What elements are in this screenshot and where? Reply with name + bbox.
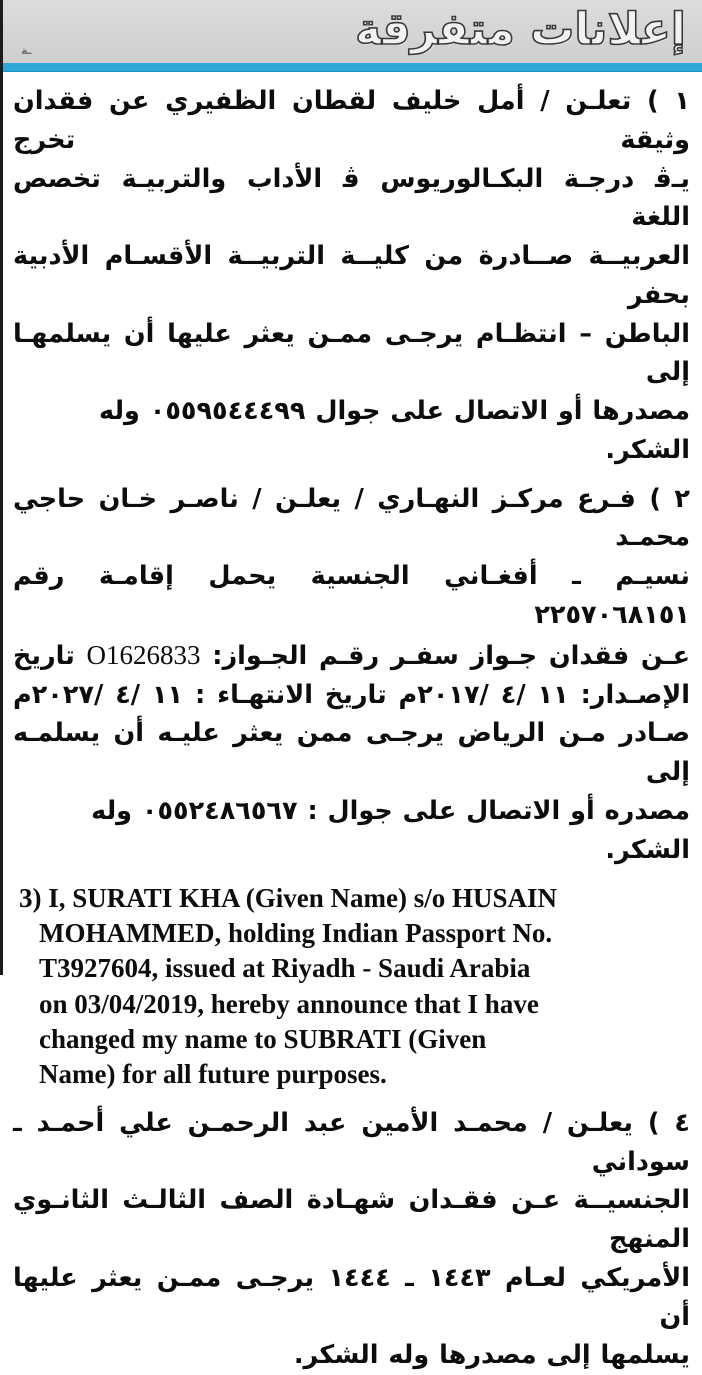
ad-2-line-5: صـادر مـن الرياض يرجـى ممن يعثر عليـه أن يسلمـه إلى [13,718,690,788]
ad-1-line-2: يـﭬ درجـة البكـالوريوس ﭬ الأداب والتربيـة تخصص اللغة [13,163,690,233]
page-title: إعلانات متفرقة [355,3,686,55]
ad-3-line-5: changed my name to SUBRATI (Given [39,1023,487,1054]
ad-2-line-3: عـن فقدان جـواز سفـر رقـم الجـواز: O1626833 تاريخ [13,639,690,671]
ad-3-line-1: 3) I, SURATI KHA (Given Name) s/o HUSAIN [19,883,558,914]
ad-1-line-4: الباطن – انتظـام يرجـى ممـن يعثر عليها أن يسلمهـا إلى [13,318,690,388]
ad-3-line-4: on 03/04/2019, hereby announce that I have [39,988,539,1019]
masthead-banner [3,0,702,63]
ad-1-line-1: ١ ) تعلـن / أمل خليف لقطان الظفيري عن فقدان وثيقة تخرج [13,86,690,155]
ad-4-line-2: الجنسيــة عـن فقـدان شهـادة الصف الثالـث الثانـوي المنهج [13,1185,690,1255]
classified-ad-3 [13,881,690,1092]
ad-3-line-6: Name) for all future purposes. [39,1058,387,1089]
ad-3-line-3: T3927604, issued at Riyadh - Saudi Arabia [39,953,531,984]
ad-2-line-6: مصدره أو الاتصال على جوال : ٠٥٥٢٤٨٦٥٦٧ وله الشكر. [91,795,690,865]
ad-2-line-1: ٢ ) فـرع مركـز النهـاري / يعلـن / ناصـر خـان حاجي محمـد [13,483,690,553]
ad-1-line-5: مصدرها أو الاتصال على جوال ٠٥٥٩٥٤٤٤٩٩ وله الشكر. [99,396,690,465]
ad-2-line-2: نسيـم ـ أفغـاني الجنسية يحمل إقامـة رقم ٢٢٥٧٠٦٨١٥١ [13,561,690,630]
ad-2-line-4: الإصـدار: ١١ /٤ /٢٠١٧م تاريخ الانتهـاء : ١١ /٤ /٢٠٢٧م [13,679,690,710]
masthead-corner-mark: ـة [21,44,32,57]
ad-4-line-3: الأمريكي لعـام ١٤٤٣ ـ ١٤٤٤ يرجـى ممـن يعثر عليها أن [13,1262,690,1332]
ad-4-line-4: يسلمها إلى مصدرها وله الشكر. [293,1340,690,1371]
classified-ads-list [3,72,702,1375]
ad-4-line-1: ٤ ) يعلـن / محمـد الأمين عبد الرحمـن علي أحمـد ـ سوداني [13,1107,690,1177]
classified-ad-2 [13,480,690,870]
classified-ad-4 [13,1104,690,1375]
classified-ad-1 [13,82,690,470]
ad-3-line-2: MOHAMMED, holding Indian Passport No. [39,918,553,949]
accent-divider-bar [3,63,702,72]
ad-1-line-3: العربيــة صــادرة من كليــة التربيــة الأقسـام الأدبية بحفر [13,241,690,310]
